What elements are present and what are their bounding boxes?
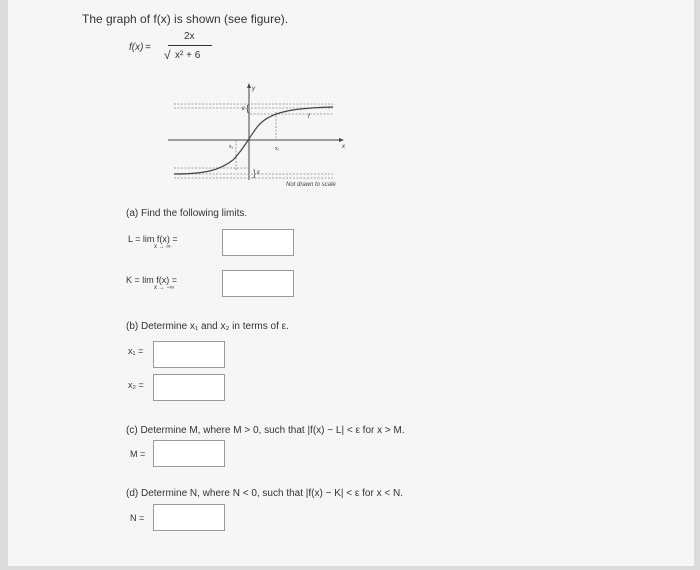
x1-label: x₁ [275, 146, 280, 152]
function-name: f(x) [129, 42, 144, 53]
fraction-numerator: 2x [184, 31, 195, 42]
limit-L-expression [128, 234, 178, 250]
problem-page [8, 0, 694, 566]
curve-label: f [308, 114, 310, 120]
limit-K-subscript: x → −∞ [154, 285, 175, 291]
limit-K-text: K = lim f(x) = [126, 275, 178, 285]
part-d-label: (d) Determine N, where N < 0, such that |f(x) − K| < ε for x < N. [126, 488, 403, 499]
x2-field-label: x₂ = [128, 380, 144, 390]
M-field-label: M = [130, 449, 146, 459]
M-input[interactable] [153, 440, 225, 467]
part-a-label: (a) Find the following limits. [126, 208, 248, 219]
limit-K-input[interactable] [222, 270, 294, 297]
epsilon-bottom-label: ε [257, 170, 260, 176]
N-input[interactable] [153, 504, 225, 531]
function-equals: = [145, 42, 151, 53]
radical-sign: √ [164, 48, 171, 62]
x1-input[interactable] [153, 341, 225, 368]
scale-note: Not drawn to scale [286, 182, 336, 188]
fraction-bar [168, 45, 212, 46]
problem-prompt: The graph of f(x) is shown (see figure). [82, 12, 289, 26]
y-axis-arrow [247, 83, 251, 88]
x2-input[interactable] [153, 374, 225, 401]
x-axis-label: x [342, 144, 345, 150]
epsilon-top-brace: { [246, 103, 250, 113]
limit-L-text: L = lim f(x) = [128, 234, 178, 244]
limit-K-expression [126, 275, 177, 291]
limit-L-input[interactable] [222, 229, 294, 256]
epsilon-top-label: ε [242, 106, 245, 112]
x-axis-arrow [339, 138, 344, 142]
function-graph [158, 80, 358, 198]
fraction-denominator: x² + 6 [175, 50, 201, 61]
N-field-label: N = [130, 513, 145, 523]
y-axis-label: y [252, 86, 255, 92]
limit-L-subscript: x → ∞ [154, 244, 171, 250]
x2-label: x₂ [229, 144, 234, 150]
part-b-label: (b) Determine x₁ and x₂ in terms of ε. [126, 321, 289, 332]
x1-field-label: x₁ = [128, 346, 144, 356]
epsilon-bottom-brace: } [253, 168, 257, 178]
part-c-label: (c) Determine M, where M > 0, such that |f(x) − L| < ε for x > M. [126, 425, 405, 436]
